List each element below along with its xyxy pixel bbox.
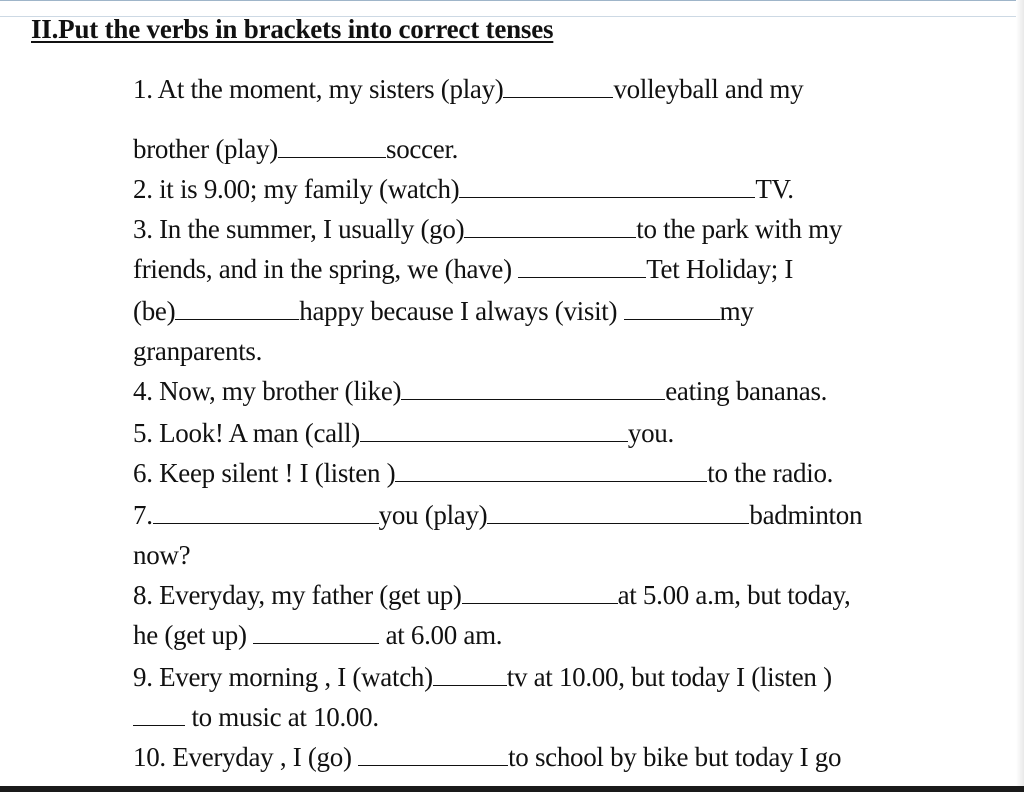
- question-number: 5.: [133, 418, 153, 448]
- question-text: to the radio.: [707, 458, 834, 488]
- answer-blank[interactable]: [358, 743, 508, 766]
- answer-blank[interactable]: [253, 621, 379, 644]
- question-2-line-1: [133, 174, 794, 205]
- question-text: Every morning , I (watch): [159, 662, 433, 692]
- question-4-line-1: [133, 376, 827, 407]
- answer-blank[interactable]: [624, 297, 720, 320]
- top-border: [0, 0, 1024, 1]
- question-number: 7.: [133, 500, 153, 530]
- question-text: at 6.00 am.: [385, 620, 503, 650]
- question-text: Keep silent ! I (listen ): [159, 458, 396, 488]
- question-text: Everyday , I (go): [172, 742, 352, 772]
- answer-blank[interactable]: [503, 75, 613, 98]
- question-8-line-2: [133, 620, 502, 651]
- question-6-line-1: [133, 458, 833, 489]
- question-text: At the moment, my sisters (play): [157, 74, 504, 104]
- question-number: 3.: [133, 214, 153, 244]
- question-text: you.: [627, 418, 674, 448]
- answer-blank[interactable]: [401, 377, 665, 400]
- question-text: In the summer, I usually (go): [159, 214, 465, 244]
- answer-blank[interactable]: [133, 703, 185, 726]
- question-3-line-2: [133, 254, 793, 285]
- question-text: Tet Holiday; I: [646, 254, 794, 284]
- right-edge-shadow: [1016, 0, 1024, 792]
- answer-blank[interactable]: [360, 419, 628, 442]
- question-number: 2.: [133, 174, 153, 204]
- question-text: (be): [133, 296, 176, 326]
- question-text: my: [719, 296, 754, 326]
- question-number: 8.: [133, 580, 153, 610]
- question-number: 4.: [133, 376, 153, 406]
- question-text: TV.: [755, 174, 794, 204]
- question-number: 10.: [133, 742, 166, 772]
- question-8-line-1: [133, 580, 850, 611]
- question-text: friends, and in the spring, we (have): [133, 254, 512, 284]
- answer-blank[interactable]: [175, 297, 299, 320]
- question-text: brother (play): [133, 134, 278, 164]
- question-text: tv at 10.00, but today I (listen ): [506, 662, 832, 692]
- question-number: 6.: [133, 458, 153, 488]
- question-5-line-1: [133, 418, 674, 449]
- question-7-line-1: [133, 500, 862, 531]
- question-text: soccer.: [386, 134, 459, 164]
- worksheet-heading: II.Put the verbs in brackets into correct tenses: [31, 14, 554, 44]
- question-text: to the park with my: [636, 214, 843, 244]
- question-text: volleyball and my: [613, 74, 804, 104]
- answer-blank[interactable]: [395, 459, 707, 482]
- question-3-line-4: [133, 336, 262, 367]
- question-1-line-2: [133, 134, 458, 165]
- question-7-line-2: [133, 540, 190, 571]
- question-number: 9.: [133, 662, 153, 692]
- answer-blank[interactable]: [487, 501, 749, 524]
- answer-blank[interactable]: [153, 501, 379, 524]
- question-text: to music at 10.00.: [191, 702, 379, 732]
- answer-blank[interactable]: [278, 135, 386, 158]
- question-3-line-1: [133, 214, 842, 245]
- question-text: happy because I always (visit): [299, 296, 618, 326]
- answer-blank[interactable]: [462, 581, 618, 604]
- bottom-edge-bar: [0, 786, 1024, 792]
- answer-blank[interactable]: [433, 663, 507, 686]
- question-text: Everyday, my father (get up): [159, 580, 462, 610]
- question-text: he (get up): [133, 620, 247, 650]
- question-1-line-1: [133, 74, 803, 105]
- answer-blank[interactable]: [518, 255, 646, 278]
- question-3-line-3: [133, 296, 754, 327]
- question-9-line-1: [133, 662, 832, 693]
- question-text: now?: [133, 540, 191, 570]
- question-text: you (play): [378, 500, 488, 530]
- question-number: 1.: [133, 74, 153, 104]
- question-text: Look! A man (call): [159, 418, 360, 448]
- question-9-line-2: [133, 702, 379, 733]
- answer-blank[interactable]: [459, 175, 755, 198]
- question-text: at 5.00 a.m, but today,: [617, 580, 851, 610]
- question-text: granparents.: [133, 336, 263, 366]
- answer-blank[interactable]: [464, 215, 636, 238]
- question-text: it is 9.00; my family (watch): [159, 174, 460, 204]
- question-text: eating bananas.: [665, 376, 828, 406]
- question-10-line-1: [133, 742, 841, 773]
- question-text: to school by bike but today I go: [508, 742, 842, 772]
- question-text: badminton: [749, 500, 863, 530]
- question-text: Now, my brother (like): [159, 376, 402, 406]
